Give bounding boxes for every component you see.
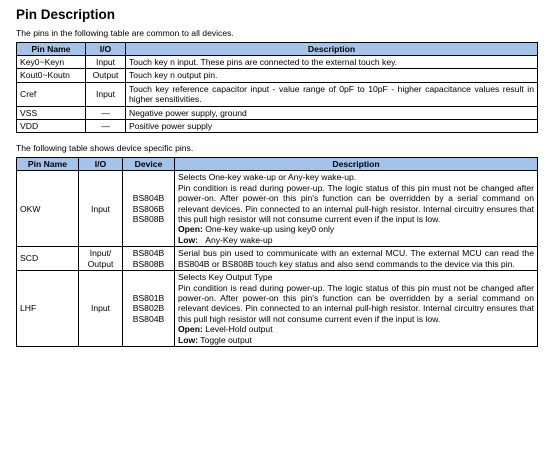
table-row: [17, 271, 538, 347]
device-cell: [123, 171, 175, 247]
io-cell: Input: [86, 56, 126, 69]
description-cell: Touch key n output pin.: [126, 69, 538, 82]
intro-common: The pins in the following table are common to all devices.: [16, 28, 234, 38]
description-cell: [175, 171, 538, 247]
header-pin-name: Pin Name: [17, 158, 79, 171]
device-name: BS801B: [132, 292, 165, 303]
pin-name-cell: SCD: [17, 247, 79, 271]
description-line: Pin condition is read during power-up. The logic status of this pin must not be changed after power-on. After power-on this pin's function can be overridden by a serial command on relevant devices. Pin connected to an internal pull-high resistor. Internal circuitry ensures that this pull high resistor will not consume current even if the input is low.: [178, 182, 534, 225]
table-row: [17, 69, 538, 82]
description-cell: Serial bus pin used to communicate with an external MCU. The external MCU can read the BS804B or BS808B touch key status and also send commands to the device via this pin.: [175, 247, 538, 271]
description-cell: [175, 271, 538, 347]
description-cell: Positive power supply: [126, 120, 538, 133]
header-io: I/O: [86, 43, 126, 56]
table-header-row: [17, 43, 538, 56]
option-label: Open:: [178, 324, 203, 335]
common-pins-table: [16, 42, 538, 133]
description-cell: Negative power supply, ground: [126, 106, 538, 119]
option-low: [178, 335, 534, 345]
io-cell: Output: [86, 69, 126, 82]
pin-name-cell: Key0~Keyn: [17, 56, 86, 69]
option-label: Low:: [178, 334, 199, 345]
pin-name-cell: VDD: [17, 120, 86, 133]
pin-name-cell: LHF: [17, 271, 79, 347]
device-name: BS806B: [132, 203, 165, 214]
table-row: [17, 56, 538, 69]
io-line: Input/: [89, 248, 112, 259]
table-row: [17, 247, 538, 271]
option-text: One-key wake-up using key0 only: [205, 224, 335, 235]
table-row: [17, 82, 538, 106]
device-name: BS804B: [132, 313, 165, 324]
pin-name-cell: Cref: [17, 82, 86, 106]
io-cell: Input: [79, 271, 123, 347]
table-row: [17, 171, 538, 247]
device-name: BS808B: [132, 214, 165, 225]
option-low: [178, 235, 534, 245]
pin-name-cell: OKW: [17, 171, 79, 247]
option-text: Level-Hold output: [205, 324, 273, 335]
header-description: Description: [126, 43, 538, 56]
table-row: [17, 106, 538, 119]
device-name: BS804B: [132, 193, 165, 204]
io-cell: [79, 247, 123, 271]
description-cell: Touch key reference capacitor input - value range of 0pF to 10pF - higher capacitance values result in higher sensitivities.: [126, 82, 538, 106]
io-line: Output: [87, 258, 114, 269]
io-cell: Input: [79, 171, 123, 247]
header-pin-name: Pin Name: [17, 43, 86, 56]
description-cell: Touch key n input. These pins are connected to the external touch key.: [126, 56, 538, 69]
option-open: [178, 224, 534, 234]
header-device: Device: [123, 158, 175, 171]
io-cell: —: [86, 120, 126, 133]
pin-name-cell: Kout0~Koutn: [17, 69, 86, 82]
intro-specific: The following table shows device specific pins.: [16, 143, 194, 154]
option-label: Low:: [178, 234, 199, 245]
description-line: Selects Key Output Type: [178, 272, 273, 283]
table-row: [17, 120, 538, 133]
table-header-row: [17, 158, 538, 171]
device-cell: [123, 271, 175, 347]
description-line: Pin condition is read during power-up. The logic status of this pin must not be changed after power-on. After power-on this pin's function can be overridden by a serial command on relevant devices. Pin connected to an internal pull-high resistor. Internal circuitry ensures that this pull high resistor will not consume current even if the input is low.: [178, 282, 534, 324]
io-cell: Input: [86, 82, 126, 106]
description-line: Selects One-key wake-up or Any-key wake-up.: [178, 172, 357, 183]
device-cell: [123, 247, 175, 271]
option-text: Toggle output: [200, 334, 252, 345]
device-name: BS804B: [132, 248, 165, 259]
header-io: I/O: [79, 158, 123, 171]
header-description: Description: [175, 158, 538, 171]
option-text: Any-Key wake-up: [205, 234, 273, 245]
device-specific-pins-table: [16, 157, 538, 347]
device-name: BS808B: [132, 258, 165, 269]
option-label: Open:: [178, 224, 203, 235]
option-open: [178, 324, 534, 334]
device-name: BS802B: [132, 303, 165, 314]
io-cell: —: [86, 106, 126, 119]
page-title: Pin Description: [16, 7, 116, 22]
pin-name-cell: VSS: [17, 106, 86, 119]
